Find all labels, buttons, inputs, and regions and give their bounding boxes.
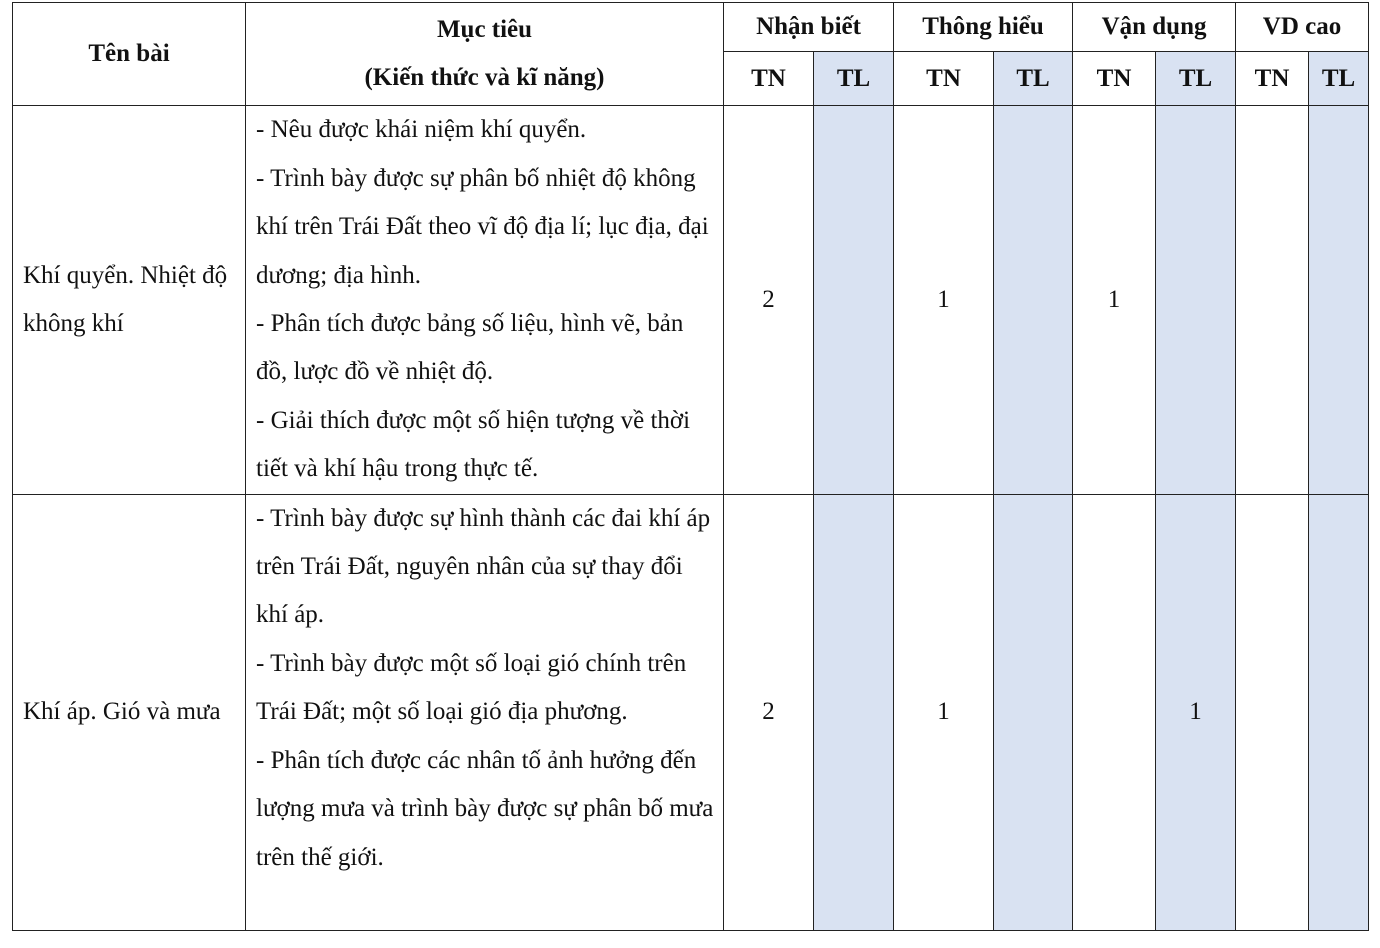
header-level-comprehension: Thông hiểu — [894, 3, 1073, 52]
count-vdc-tl — [1309, 106, 1369, 494]
goal-item: - Phân tích được các nhân tố ảnh hưởng đến lượng mưa và trình bày được sự phân bố mưa trên thế giới. — [256, 746, 714, 871]
count-vdc-tn — [1236, 494, 1309, 930]
count-nb-tn: 2 — [724, 106, 814, 494]
count-nb-tn: 2 — [724, 494, 814, 930]
table-row — [13, 494, 1369, 930]
header-level-high-application: VD cao — [1236, 3, 1369, 52]
count-vd-tl: 1 — [1156, 494, 1236, 930]
header-goals — [246, 3, 724, 106]
count-vd-tl — [1156, 106, 1236, 494]
count-nb-tl — [814, 494, 894, 930]
goal-item: - Trình bày được một số loại gió chính trên Trái Đất; một số loại gió địa phương. — [256, 649, 687, 726]
count-th-tn: 1 — [894, 494, 994, 930]
count-vd-tn — [1073, 494, 1156, 930]
count-vdc-tn — [1236, 106, 1309, 494]
header-vdc-tl: TL — [1309, 52, 1369, 106]
header-nb-tn: TN — [724, 52, 814, 106]
lesson-name-cell: Khí áp. Gió và mưa — [13, 494, 246, 930]
header-th-tn: TN — [894, 52, 994, 106]
goal-item: - Phân tích được bảng số liệu, hình vẽ, bản đồ, lược đồ về nhiệt độ. — [256, 310, 684, 386]
goal-item: - Giải thích được một số hiện tượng về thời tiết và khí hậu trong thực tế. — [256, 406, 691, 483]
header-nb-tl: TL — [814, 52, 894, 106]
lesson-name-cell: Khí quyển. Nhiệt độ không khí — [13, 106, 246, 494]
assessment-matrix-table — [12, 2, 1369, 931]
count-nb-tl — [814, 106, 894, 494]
table-row — [13, 106, 1369, 494]
header-vd-tl: TL — [1156, 52, 1236, 106]
header-goals-line1: Mục tiêu — [436, 16, 533, 44]
goal-item: - Trình bày được sự phân bố nhiệt độ không khí trên Trái Đất theo vĩ độ địa lí; lục địa, đại dương; địa hình. — [256, 164, 709, 289]
header-level-recognition: Nhận biết — [724, 3, 894, 52]
count-th-tl — [994, 494, 1073, 930]
goal-item: - Nêu được khái niệm khí quyển. — [256, 116, 587, 144]
count-th-tl — [994, 106, 1073, 494]
count-vd-tn: 1 — [1073, 106, 1156, 494]
goals-cell — [246, 106, 724, 494]
header-level-application: Vận dụng — [1073, 3, 1236, 52]
header-th-tl: TL — [994, 52, 1073, 106]
header-row-levels — [13, 3, 1369, 52]
header-goals-line2: (Kiến thức và kĩ năng) — [364, 64, 605, 92]
goals-cell — [246, 494, 724, 930]
header-vd-tn: TN — [1073, 52, 1156, 106]
count-vdc-tl — [1309, 494, 1369, 930]
header-vdc-tn: TN — [1236, 52, 1309, 106]
header-lesson-name: Tên bài — [13, 3, 246, 106]
count-th-tn: 1 — [894, 106, 994, 494]
goal-item: - Trình bày được sự hình thành các đai khí áp trên Trái Đất, nguyên nhân của sự thay đổi khí áp. — [256, 504, 711, 629]
